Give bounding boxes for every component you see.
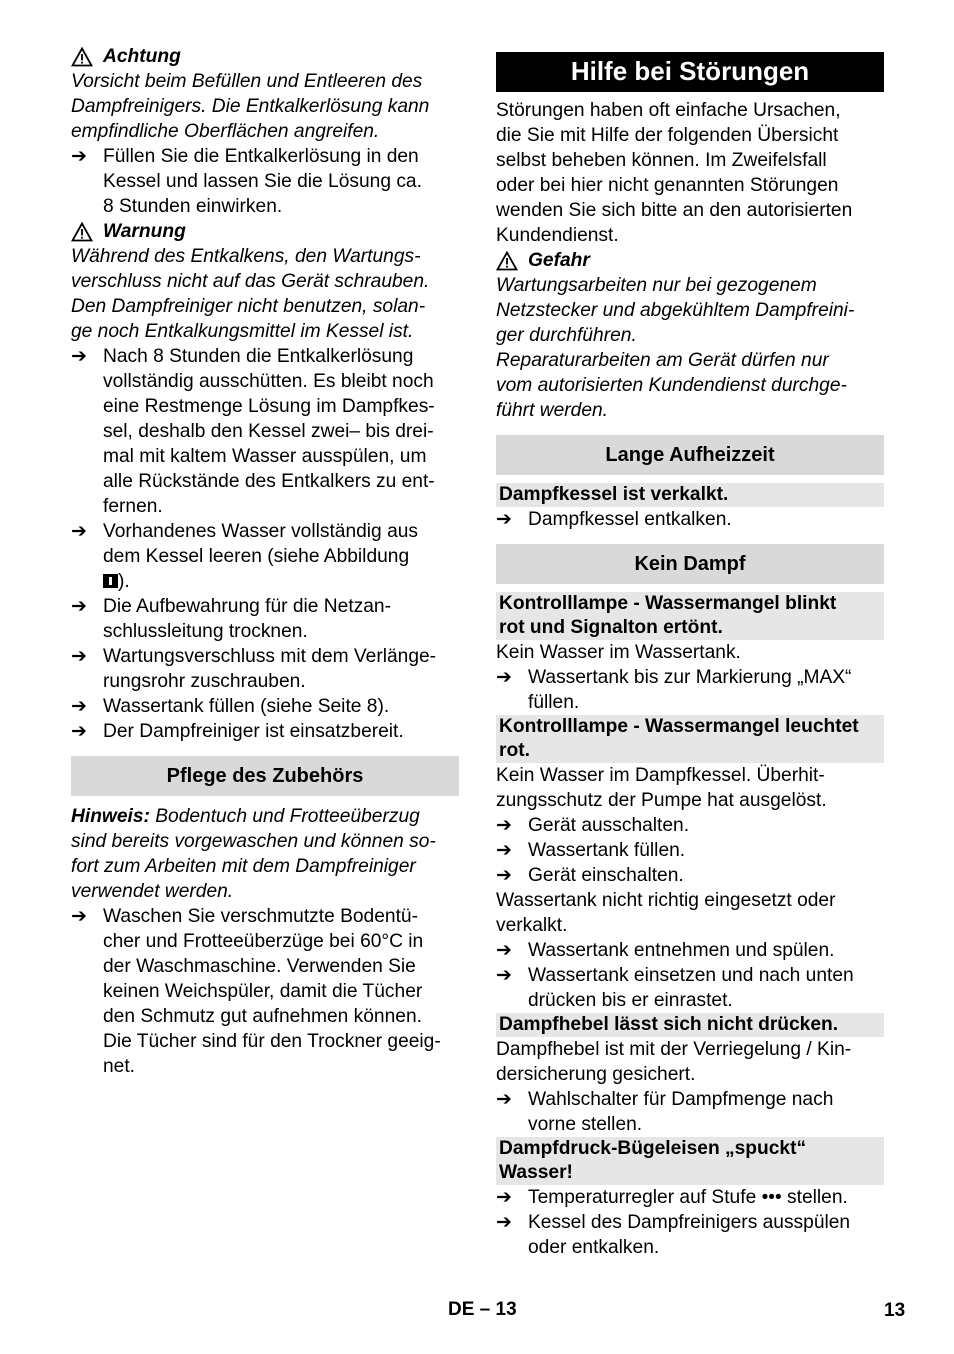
list-item: ➔ Wassertank füllen (siehe Seite 8). xyxy=(71,696,390,717)
list-item: ➔ Nach 8 Stunden die Entkalkerlösung vollständig ausschütten. Es bleibt noch eine Restmenge Lösung im Dampfkes- sel, deshalb den Kessel zwei– bis drei- mal mit kaltem Wasser ausspülen, um alle Rückstände des Entkalkers zu ent- fernen. xyxy=(71,346,435,517)
arrow-bullet-icon: ➔ xyxy=(496,509,512,530)
list-item: ➔ Gerät ausschalten. xyxy=(496,815,690,836)
page-number: 13 xyxy=(884,1300,906,1321)
achtung-heading: Achtung xyxy=(71,44,459,69)
subheading: Kontrolllampe - Wassermangel leuchtet rot. xyxy=(496,715,884,763)
left-column xyxy=(71,44,459,1079)
arrow-bullet-icon: ➔ xyxy=(71,146,87,167)
arrow-bullet-icon: ➔ xyxy=(496,667,512,688)
arrow-bullet-icon: ➔ xyxy=(496,1212,512,1233)
section-heading-lange: Lange Aufheizzeit xyxy=(496,435,884,475)
arrow-bullet-icon: ➔ xyxy=(496,840,512,861)
subheading: Kontrolllampe - Wassermangel blinkt rot und Signalton ertönt. xyxy=(496,592,884,640)
gefahr-text: Wartungsarbeiten nur bei gezogenem Netzstecker und abgekühltem Dampfreini- ger durchführen. Reparaturarbeiten am Gerät dürfen nur vom autorisierten Kundendienst durchge- führt werden. xyxy=(496,275,855,421)
list-item: ➔ Wassertank einsetzen und nach unten drücken bis er einrastet. xyxy=(496,965,854,1011)
list-item: ➔ Wassertank füllen. xyxy=(496,840,686,861)
list-item: ➔ Wassertank entnehmen und spülen. xyxy=(496,940,835,961)
figure-reference-icon xyxy=(103,574,118,588)
cause-text: Dampfhebel ist mit der Verriegelung / Kin- dersicherung gesichert. xyxy=(496,1039,852,1085)
arrow-bullet-icon: ➔ xyxy=(71,906,87,927)
list-item: ➔ Temperaturregler auf Stufe ••• stellen. xyxy=(496,1187,848,1208)
arrow-bullet-icon: ➔ xyxy=(71,521,87,542)
list-item: ➔ Waschen Sie verschmutzte Bodentü- cher und Frotteeüberzüge bei 60°C in der Waschmaschine. Verwenden Sie keinen Weichspüler, damit die Tücher den Schmutz gut aufnehmen können. Die Tücher sind für den Trockner geeig- net. xyxy=(71,906,441,1077)
achtung-text: Vorsicht beim Befüllen und Entleeren des Dampfreinigers. Die Entkalkerlösung kann empfindliche Oberflächen angreifen. xyxy=(71,71,430,142)
arrow-bullet-icon: ➔ xyxy=(71,346,87,367)
subheading: Dampfdruck-Bügeleisen „spuckt“ Wasser! xyxy=(496,1137,884,1185)
intro-text: Störungen haben oft einfache Ursachen, die Sie mit Hilfe der folgenden Übersicht selbst beheben können. Im Zweifelsfall oder bei hier nicht genannten Störungen wenden Sie sich bitte an den autorisierten Kundendienst. xyxy=(496,100,853,246)
subheading: Dampfhebel lässt sich nicht drücken. xyxy=(496,1013,884,1037)
warning-triangle-icon xyxy=(496,251,518,271)
hinweis-text: Hinweis: Bodentuch und Frotteeüberzug sind bereits vorgewaschen und können so- fort zum Arbeiten mit dem Dampfreiniger verwendet werden. xyxy=(71,806,436,902)
arrow-bullet-icon: ➔ xyxy=(71,721,87,742)
section-heading-kein-dampf: Kein Dampf xyxy=(496,544,884,584)
page-title: Hilfe bei Störungen xyxy=(496,52,884,92)
list-item: ➔ Gerät einschalten. xyxy=(496,865,684,886)
arrow-bullet-icon: ➔ xyxy=(71,646,87,667)
warning-triangle-icon xyxy=(71,222,93,242)
section-heading-pflege: Pflege des Zubehörs xyxy=(71,756,459,796)
list-item: ➔ Füllen Sie die Entkalkerlösung in den Kessel und lassen Sie die Lösung ca. 8 Stunden einwirken. xyxy=(71,146,422,217)
warning-triangle-icon xyxy=(71,47,93,67)
arrow-bullet-icon: ➔ xyxy=(496,940,512,961)
list-item: ➔ Wartungsverschluss mit dem Verlänge- rungsrohr zuschrauben. xyxy=(71,646,437,692)
arrow-bullet-icon: ➔ xyxy=(71,596,87,617)
subheading: Dampfkessel ist verkalkt. xyxy=(496,483,884,507)
list-item: ➔ Dampfkessel entkalken. xyxy=(496,509,732,530)
cause-text: Wassertank nicht richtig eingesetzt oder verkalkt. xyxy=(496,890,836,936)
list-item: ➔ Wahlschalter für Dampfmenge nach vorne stellen. xyxy=(496,1089,834,1135)
cause-text: Kein Wasser im Wassertank. xyxy=(496,642,741,663)
list-item: ➔ Der Dampfreiniger ist einsatzbereit. xyxy=(71,721,404,742)
list-item: ➔ Die Aufbewahrung für die Netzan- schlussleitung trocknen. xyxy=(71,596,391,642)
footer-label: DE – 13 xyxy=(448,1299,517,1320)
arrow-bullet-icon: ➔ xyxy=(496,815,512,836)
gefahr-heading: Gefahr xyxy=(496,248,884,273)
arrow-bullet-icon: ➔ xyxy=(496,1187,512,1208)
arrow-bullet-icon: ➔ xyxy=(71,696,87,717)
list-item: ➔ Kessel des Dampfreinigers ausspülen oder entkalken. xyxy=(496,1212,851,1258)
list-item: ➔ Wassertank bis zur Markierung „MAX“ füllen. xyxy=(496,667,852,713)
warnung-text: Während des Entkalkens, den Wartungs- verschluss nicht auf das Gerät schrauben. Den Dampfreiniger nicht benutzen, solan- ge noch Entkalkungsmittel im Kessel ist. xyxy=(71,246,430,342)
arrow-bullet-icon: ➔ xyxy=(496,865,512,886)
arrow-bullet-icon: ➔ xyxy=(496,1089,512,1110)
right-column xyxy=(496,44,884,1260)
warnung-heading: Warnung xyxy=(71,219,459,244)
cause-text: Kein Wasser im Dampfkessel. Überhit- zungsschutz der Pumpe hat ausgelöst. xyxy=(496,765,827,811)
arrow-bullet-icon: ➔ xyxy=(496,965,512,986)
list-item: ➔ Vorhandenes Wasser vollständig aus dem Kessel leeren (siehe Abbildung ). xyxy=(71,521,418,592)
